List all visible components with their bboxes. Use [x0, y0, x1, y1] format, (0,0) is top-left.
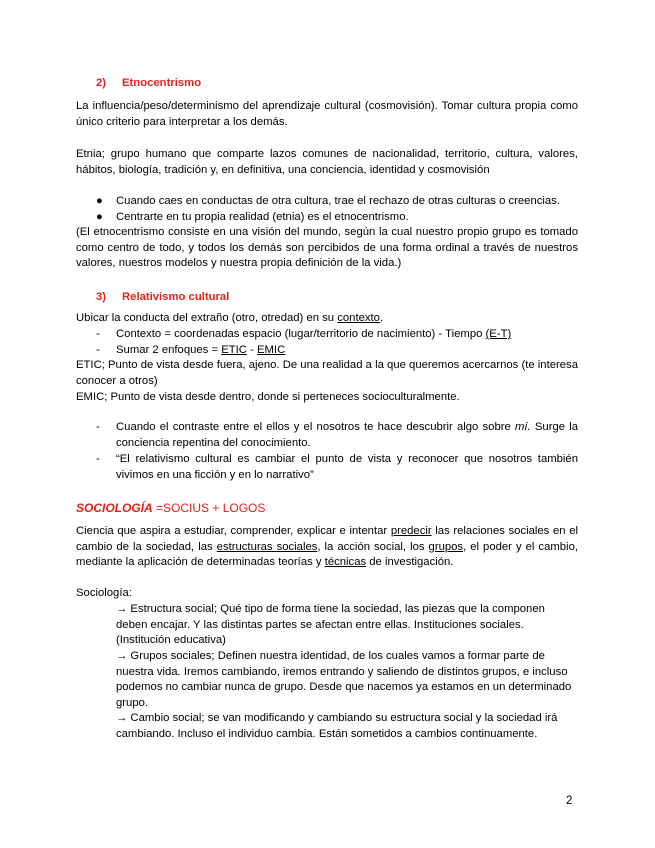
- label-sociologia: Sociología:: [76, 587, 132, 599]
- text-run: de investigación.: [366, 556, 454, 569]
- underlined-term-contexto: contexto: [337, 312, 380, 324]
- paragraph-etnia-definition: Etnia; grupo humano que comparte lazos comunes de nacionalidad, territorio, cultura, valores, hábitos, biología, tradición y, en definitiva, una conciencia, identidad y cosmovisión: [76, 148, 578, 176]
- list-item-text: Cuando caes en conductas de otra cultura, trae el rechazo de otras culturas o creencias.: [116, 195, 560, 207]
- paragraph-etic: ETIC; Punto de vista desde fuera, ajeno. De una realidad a la que queremos acercarnos (te interesa conocer a otros): [76, 359, 578, 387]
- list-item-text: [116, 343, 578, 359]
- emphasis-mi: mí.: [514, 421, 531, 433]
- text-run: Surge la conciencia repentina del conocimiento.: [116, 421, 578, 449]
- paragraph-etnocentrismo-definition: La influencia/peso/determinismo del aprendizaje cultural (cosmovisión). Tomar cultura propia como único criterio para interpretar a los demás.: [76, 100, 578, 128]
- underlined-term-emic: EMIC: [256, 344, 286, 356]
- text-run: , la acción social, los: [317, 540, 429, 553]
- list-item: → Estructura social; Qué tipo de forma tiene la sociedad, las piezas que la componen deben encajar. Y las distintas partes se afectan entre ellas. Instituciones sociales. (Institución educativa): [116, 603, 545, 647]
- text-run: .: [379, 312, 384, 324]
- heading-sociologia-subtitle: =SOCIUS + LOGOS: [152, 501, 266, 515]
- dash-marker: -: [96, 344, 100, 356]
- list-item: [76, 452, 578, 483]
- section-number: 3): [96, 291, 107, 303]
- dash-marker: -: [96, 421, 100, 433]
- dash-marker: -: [96, 453, 100, 465]
- underlined-term-grupos: grupos: [428, 540, 464, 553]
- underlined-term-predecir: predecir: [390, 525, 432, 537]
- list-item-text: [116, 420, 578, 451]
- paragraph-emic: EMIC; Punto de vista desde dentro, donde si perteneces socioculturalmente.: [76, 391, 460, 403]
- underlined-term-estructuras: estructuras sociales: [216, 540, 318, 553]
- list-item: → Grupos sociales; Definen nuestra identidad, de los cuales vamos a formar parte de nuestra vida. Iremos cambiando, iremos entrando y saliendo de distintos grupos, e incluso podemos no cambiar nunca de grupo. Desde que nacemos ya estamos en un determinado grupo.: [116, 650, 572, 709]
- section-title: Etnocentrismo: [122, 77, 202, 89]
- paragraph-ubicar: [76, 311, 578, 327]
- paragraph-etnocentrismo-explanation: (El etnocentrismo consiste en una visión del mundo, según la cual nuestro propio grupo es tomado como centro de todo, y todos los demás son percibidos de una forma ordinal a través de nuestros valores, nuestros modelos y nuestra propia definición de la vida.): [76, 226, 578, 270]
- dash-marker: -: [96, 328, 100, 340]
- text-run: , el poder y el cambio, mediante la aplicación de determinadas teorías y: [76, 540, 578, 569]
- list-item-text: [116, 327, 578, 343]
- underlined-term-tecnicas: técnicas: [324, 556, 367, 569]
- section-title: Relativismo cultural: [122, 291, 230, 303]
- underlined-term-etic: ETIC: [221, 344, 247, 356]
- list-item: [76, 420, 578, 451]
- list-item: [76, 194, 578, 210]
- page-number: 2: [566, 795, 573, 807]
- section-heading-etnocentrismo: [96, 76, 598, 92]
- section-number: 2): [96, 77, 107, 89]
- heading-sociologia-title: SOCIOLOGÍA: [76, 501, 153, 515]
- list-item: [76, 327, 578, 343]
- text-run: Ubicar la conducta del extraño (otro, otredad) en su: [76, 312, 338, 324]
- section-heading-relativismo: [96, 290, 598, 306]
- text-run: Contexto = coordenadas espacio (lugar/territorio de nacimiento) - Tiempo: [116, 328, 486, 340]
- underlined-term-et: (E-T): [485, 328, 512, 340]
- list-item-text: “El relativismo cultural es cambiar el punto de vista y reconocer que nosotros también vivimos en una ficción y en lo narrativo”: [116, 453, 578, 481]
- bullet-marker: ●: [96, 195, 103, 207]
- text-run: las relaciones sociales en el cambio de la sociedad, las: [76, 525, 578, 553]
- text-run: -: [246, 344, 257, 356]
- list-item: [76, 343, 578, 359]
- paragraph-sociologia-definition: [76, 524, 578, 571]
- text-run: Cuando el contraste entre el ellos y el nosotros te hace descubrir algo sobre: [116, 421, 515, 433]
- text-run: Sumar 2 enfoques =: [116, 344, 222, 356]
- heading-sociologia: [76, 501, 578, 517]
- bullet-marker: ●: [96, 211, 103, 223]
- text-run: Ciencia que aspira a estudiar, comprender, explicar e intentar: [76, 525, 391, 537]
- list-item-text: Centrarte en tu propia realidad (etnia) es el etnocentrismo.: [116, 211, 409, 223]
- list-item: → Cambio social; se van modificando y cambiando su estructura social y la sociedad irá cambiando. Incluso el individuo cambia. Están sometidos a cambios continuamente.: [116, 712, 558, 740]
- list-item: [76, 210, 578, 226]
